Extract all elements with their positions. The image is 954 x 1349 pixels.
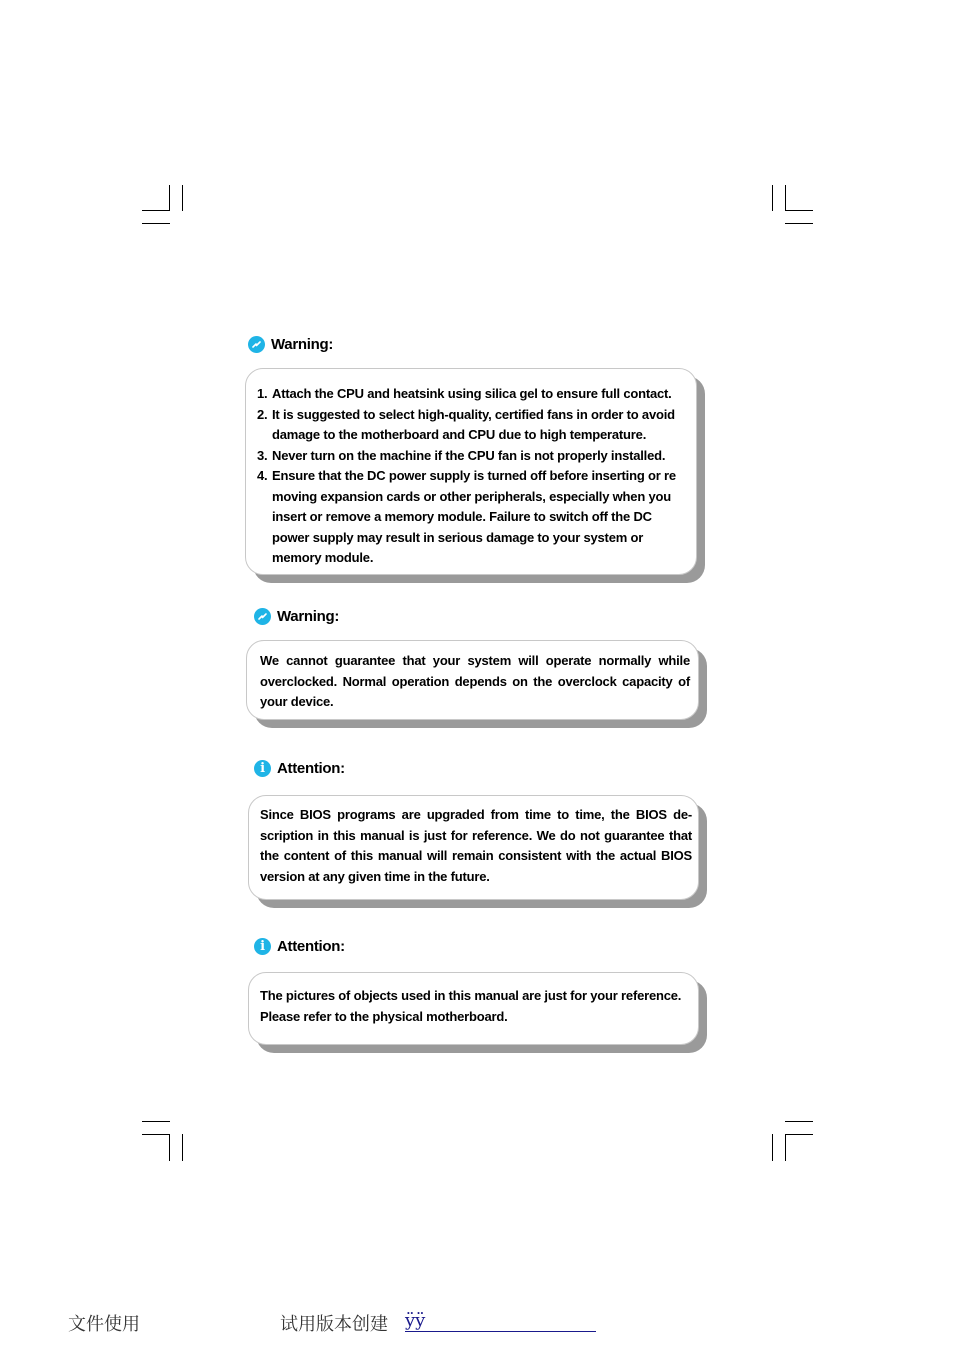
lightning-icon <box>248 336 265 353</box>
footer-link[interactable]: ÿÿ <box>405 1310 426 1331</box>
list-item: 2. It is suggested to select high-quality, certified fans in order to avoid damage to the motherboard and CPU due to high temperature. <box>257 406 675 442</box>
info-icon: i <box>254 938 271 955</box>
attention-box-2 <box>248 972 699 1045</box>
warning-list <box>257 384 689 569</box>
list-item: 1. Attach the CPU and heatsink using silica gel to ensure full contact. <box>257 386 672 401</box>
footer-left-text: 文件使用 <box>68 1314 140 1335</box>
warning-heading-text: Warning: <box>277 608 340 625</box>
bios-attention-text: Since BIOS programs are upgraded from time to time, the BIOS de-scription in this manual is just for reference. We do not guarantee that the content of this manual will remain consistent with the actual BIOS version at any given time in the future. <box>260 807 692 884</box>
pictures-attention-text: The pictures of objects used in this manual are just for your reference. Please refer to the physical motherboard. <box>260 988 682 1024</box>
warning-heading-2 <box>254 608 339 625</box>
warning-heading-1 <box>248 336 333 353</box>
footer-link-underline <box>405 1331 596 1332</box>
attention-heading-text: Attention: <box>277 938 345 955</box>
warning-box-1 <box>245 368 697 575</box>
attention-heading-text: Attention: <box>277 760 345 777</box>
overclock-warning-text: We cannot guarantee that your system will operate normally while overclocked. Normal operation depends on the overclock capacity of your device. <box>260 653 690 709</box>
attention-heading-1 <box>254 760 345 777</box>
warning-box-2 <box>246 640 699 720</box>
warning-heading-text: Warning: <box>271 336 334 353</box>
info-icon: i <box>254 760 271 777</box>
lightning-icon <box>254 608 271 625</box>
attention-heading-2 <box>254 938 345 955</box>
attention-box-1 <box>248 795 699 900</box>
list-item: 3. Never turn on the machine if the CPU fan is not properly installed. <box>257 447 666 463</box>
footer-middle-text: 试用版本创建 <box>280 1314 388 1335</box>
list-item: 4. Ensure that the DC power supply is turned off before inserting or re moving expansion cards or other peripherals, especially when you insert or remove a memory module. Failure to switch off the DC power supply may result in serious damage to your system or memory module. <box>257 468 676 565</box>
